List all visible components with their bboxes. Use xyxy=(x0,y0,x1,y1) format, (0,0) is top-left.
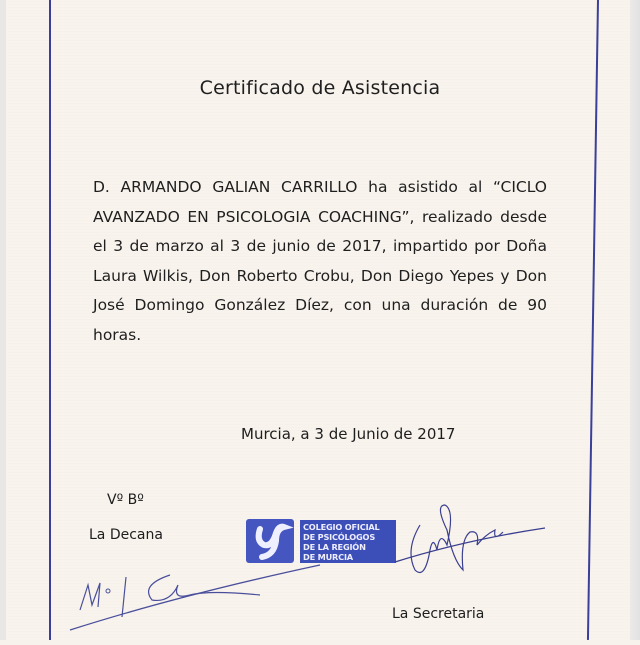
dean-signature xyxy=(60,555,320,645)
stamp-line: COLEGIO OFICIAL xyxy=(303,522,380,532)
stamp-line: DE PSICÓLOGOS xyxy=(303,532,376,542)
secretary-signature xyxy=(385,500,555,590)
certificate-body xyxy=(93,173,547,350)
body-line: horas. xyxy=(93,325,142,344)
certificate-title: Certificado de Asistencia xyxy=(199,77,441,99)
approval-label: Vº Bº xyxy=(107,492,144,508)
body-line: Laura Wilkis, Don Roberto Crobu, Don Diego Yepes y Don xyxy=(93,266,547,285)
secretary-label: La Secretaria xyxy=(392,606,485,622)
place-date: Murcia, a 3 de Junio de 2017 xyxy=(241,425,456,443)
body-line: D. ARMANDO GALIAN CARRILLO ha asistido al “CICLO xyxy=(93,178,547,196)
body-line: José Domingo González Díez, con una duración de 90 xyxy=(93,296,547,314)
dean-label: La Decana xyxy=(89,527,163,543)
body-line: el 3 de marzo al 3 de junio de 2017, impartido por Doña xyxy=(93,237,547,255)
stamp-line: DE LA REGIÓN xyxy=(303,542,366,552)
stamp-line: DE MURCIA xyxy=(303,552,353,562)
body-line: AVANZADO EN PSICOLOGIA COACHING”, realizado desde xyxy=(93,207,547,226)
